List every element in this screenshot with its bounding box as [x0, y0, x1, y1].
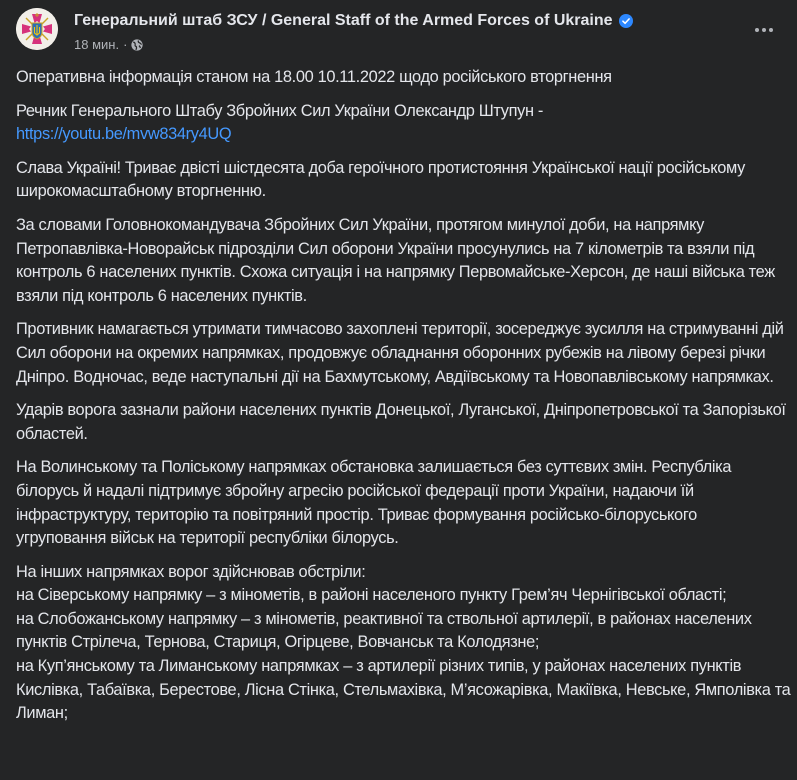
video-link[interactable]: https://youtu.be/mvw834ry4UQ: [16, 125, 232, 144]
paragraph: Ударів ворога зазнали райони населених пунктів Донецької, Луганської, Дніпропетровської та Запорізької областей.: [16, 401, 786, 443]
shelling-section: [16, 561, 791, 726]
spokesman-line: Речник Генерального Штабу Збройних Сил України Олександр Штупун -: [16, 101, 543, 120]
more-options-icon: [755, 28, 759, 32]
shelling-item: на Слобожанському напрямку – з мінометів, реактивної та ствольної артилерії, в районах населених пунктів Стрілеча, Тернова, Стариця, Огірцеве, Вовчанськ та Колодязне;: [16, 609, 752, 652]
paragraph: Слава Україні! Триває двісті шістдесята доба героїчного протистояння Української нації російському широкомасштабному вторгненню.: [16, 158, 745, 201]
more-options-icon-dot: [762, 28, 766, 32]
author-name: Генеральний штаб ЗСУ / General Staff of the Armed Forces of Ukraine: [74, 12, 613, 29]
post-title: Оперативна інформація станом на 18.00 10.11.2022 щодо російського вторгнення: [16, 68, 612, 86]
paragraph: На Волинському та Поліському напрямках обстановка залишається без суттєвих змін. Республіка білорусь й надалі підтримує збройну агресію російської федерації проти України, надаючи їй інфраструктуру, територію та повітряний простір. Триває формування російсько-білоруського угруповання військ на території республіки білорусь.: [16, 458, 732, 548]
author-name-link[interactable]: [74, 12, 633, 30]
more-options-icon-dot: [769, 28, 773, 32]
avatar[interactable]: [16, 8, 58, 50]
verified-badge-icon: [619, 14, 633, 28]
meta-separator: ·: [123, 37, 128, 52]
paragraph: За словами Головнокомандувача Збройних Сил України, протягом минулої доби, на напрямку Петропавлівка-Новорайськ підрозділи Сил оборони України просунулись на 7 кілометрів та взяли під контроль 6 населених пунктів. Схожа ситуація і на напрямку Первомайське-Херсон, де наші війська теж взяли під контроль 6 населених пунктів.: [16, 215, 775, 305]
post-timestamp[interactable]: 18 мин.: [74, 37, 120, 52]
spokesman-paragraph: [16, 100, 791, 147]
shelling-intro: На інших напрямках ворог здійснював обстріли:: [16, 562, 366, 581]
post-meta: [74, 37, 143, 52]
general-staff-emblem-icon: [16, 8, 58, 50]
shelling-item: на Куп’янському та Лиманському напрямках – з артилерії різних типів, у районах населених пунктів Кислівка, Табаївка, Берестове, Лісна Стінка, Стельмахівка, М’ясожарівка, Макіївка, Невське, Ямполівка та Лиман;: [16, 657, 791, 723]
post-header: [0, 0, 797, 62]
more-options-button[interactable]: [749, 20, 779, 40]
shelling-item: на Сіверському напрямку – з мінометів, в районі населеного пункту Грем’яч Чернігівської області;: [16, 586, 727, 605]
post-body: [16, 66, 791, 736]
paragraph: Противник намагається утримати тимчасово захоплені території, зосереджує зусилля на стримуванні дій Сил оборони на окремих напрямках, продовжує обладнання оборонних рубежів на лівому березі річки Дніпро. Водночас, веде наступальні дії на Бахмутському, Авдіївському та Новопавлівському напрямках.: [16, 320, 784, 386]
globe-icon[interactable]: [131, 39, 143, 51]
